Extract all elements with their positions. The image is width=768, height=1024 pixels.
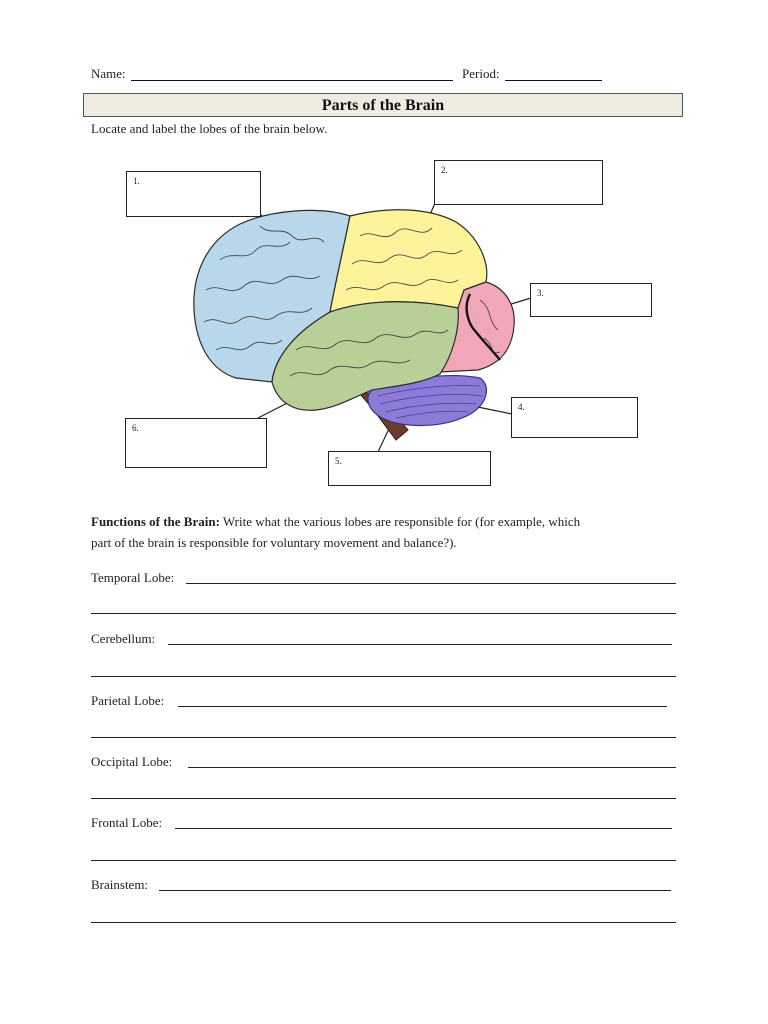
parietal-lobe-label: Parietal Lobe:: [91, 693, 165, 708]
instruction-text: Locate and label the lobes of the brain below.: [91, 121, 328, 136]
frontal-lobe-answer-line-2[interactable]: [91, 860, 676, 861]
frontal-lobe-label: Frontal Lobe:: [91, 815, 163, 830]
label-box-4[interactable]: 4.: [511, 397, 638, 438]
label-box-3[interactable]: 3.: [530, 283, 652, 317]
temporal-lobe-answer-line[interactable]: [186, 583, 676, 584]
functions-heading: Functions of the Brain:: [91, 514, 220, 529]
parietal-lobe-answer-line[interactable]: [178, 706, 667, 707]
cerebellum-answer-line[interactable]: [168, 644, 672, 645]
occipital-lobe-label: Occipital Lobe:: [91, 754, 173, 769]
parietal-lobe-answer-line-2[interactable]: [91, 737, 676, 738]
frontal-lobe-answer-line[interactable]: [175, 828, 672, 829]
period-label: Period:: [462, 66, 500, 81]
page-title: Parts of the Brain: [83, 93, 683, 117]
functions-text-line-2: part of the brain is responsible for voluntary movement and balance?).: [91, 535, 457, 550]
temporal-lobe-label: Temporal Lobe:: [91, 570, 175, 585]
label-box-1[interactable]: 1.: [126, 171, 261, 217]
functions-intro: [91, 514, 580, 530]
occipital-lobe-answer-line[interactable]: [188, 767, 676, 768]
label-box-5[interactable]: 5.: [328, 451, 491, 486]
label-box-2[interactable]: 2.: [434, 160, 603, 205]
cerebellum-label: Cerebellum:: [91, 631, 156, 646]
cerebellum-answer-line-2[interactable]: [91, 676, 676, 677]
label-box-6[interactable]: 6.: [125, 418, 267, 468]
functions-text-line-1: Write what the various lobes are responsible for (for example, which: [219, 514, 581, 529]
temporal-lobe-answer-line-2[interactable]: [91, 613, 676, 614]
name-label: Name:: [91, 66, 126, 81]
brainstem-answer-line-2[interactable]: [91, 922, 676, 923]
occipital-lobe-answer-line-2[interactable]: [91, 798, 676, 799]
brainstem-answer-line[interactable]: [159, 890, 671, 891]
brainstem-label: Brainstem:: [91, 877, 149, 892]
